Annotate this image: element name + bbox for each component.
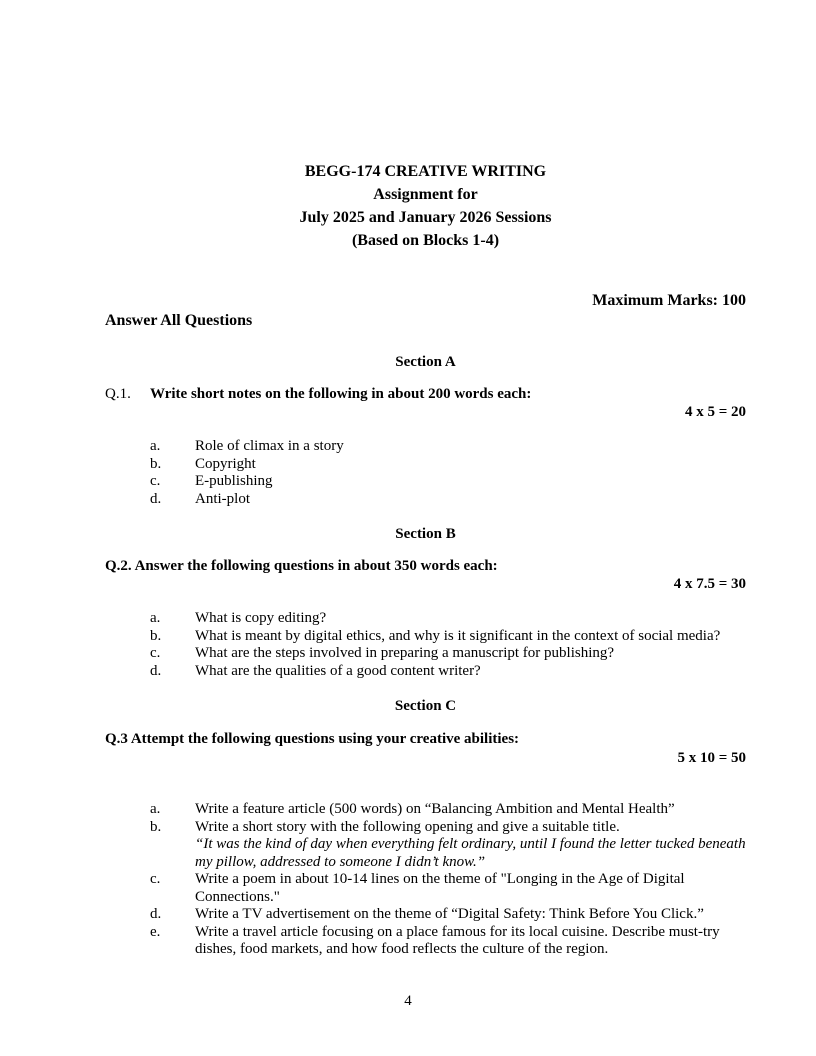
item-letter: a. bbox=[150, 610, 161, 626]
item-letter: a. bbox=[150, 801, 161, 817]
list-item bbox=[150, 906, 746, 924]
item-text: Write a poem in about 10-14 lines on the theme of "Longing in the Age of Digital Connections." bbox=[195, 871, 685, 905]
list-item bbox=[150, 663, 746, 681]
question-2-list bbox=[150, 610, 746, 680]
item-letter: b. bbox=[150, 627, 162, 644]
section-a-heading: Section A bbox=[395, 354, 456, 370]
item-text: Role of climax in a story bbox=[195, 438, 344, 454]
item-letter: d. bbox=[150, 662, 162, 679]
story-opening-quote: “It was the kind of day when everything felt ordinary, until I found the letter tucked beneath my pillow, addressed to someone I didn’t know.” bbox=[195, 836, 746, 870]
list-item bbox=[150, 610, 746, 628]
question-1-text: Write short notes on the following in about 200 words each: bbox=[150, 386, 532, 402]
title-line-course: BEGG-174 CREATIVE WRITING bbox=[304, 163, 547, 180]
item-letter: b. bbox=[150, 455, 162, 472]
section-b-heading: Section B bbox=[395, 526, 456, 542]
list-item bbox=[150, 819, 746, 872]
item-text: Write a TV advertisement on the theme of “Digital Safety: Think Before You Click.” bbox=[195, 906, 704, 922]
list-item bbox=[150, 456, 746, 474]
question-1-marks: 4 x 5 = 20 bbox=[684, 403, 746, 420]
item-letter: c. bbox=[150, 645, 161, 661]
question-2-marks: 4 x 7.5 = 30 bbox=[673, 575, 746, 592]
list-item bbox=[150, 645, 746, 663]
item-text: Write a travel article focusing on a place famous for its local cuisine. Describe must-try dishes, food markets, and how food reflects the culture of the region. bbox=[195, 923, 720, 957]
item-text-main: Write a short story with the following opening and give a suitable title. bbox=[195, 818, 620, 835]
item-letter: e. bbox=[150, 923, 161, 940]
item-text: Write a feature article (500 words) on “Balancing Ambition and Mental Health” bbox=[195, 801, 675, 817]
item-text: What is meant by digital ethics, and why is it significant in the context of social media? bbox=[195, 627, 721, 644]
title-line-assignment: Assignment for bbox=[373, 186, 478, 203]
item-text: Copyright bbox=[195, 455, 256, 472]
item-letter: c. bbox=[150, 871, 161, 887]
list-item bbox=[150, 801, 746, 819]
item-text: What is copy editing? bbox=[195, 610, 327, 626]
answer-all-questions: Answer All Questions bbox=[105, 312, 253, 329]
page-number: 4 bbox=[404, 993, 412, 1009]
question-1-list bbox=[150, 438, 746, 508]
list-item bbox=[150, 473, 746, 491]
section-c-heading: Section C bbox=[394, 698, 457, 714]
item-letter: d. bbox=[150, 490, 162, 507]
item-letter: a. bbox=[150, 438, 161, 454]
item-text: What are the steps involved in preparing a manuscript for publishing? bbox=[195, 645, 615, 661]
title-line-blocks: (Based on Blocks 1-4) bbox=[351, 232, 500, 249]
question-3-marks: 5 x 10 = 50 bbox=[677, 749, 746, 766]
list-item bbox=[150, 871, 746, 906]
question-2-text: Q.2. Answer the following questions in about 350 words each: bbox=[105, 558, 498, 574]
question-3-list bbox=[150, 801, 746, 959]
item-text bbox=[195, 819, 746, 872]
item-letter: b. bbox=[150, 818, 162, 835]
question-1 bbox=[105, 386, 746, 404]
list-item bbox=[150, 491, 746, 509]
item-text: E-publishing bbox=[195, 473, 273, 489]
list-item bbox=[150, 924, 746, 959]
maximum-marks: Maximum Marks: 100 bbox=[592, 292, 746, 309]
item-text: What are the qualities of a good content writer? bbox=[195, 662, 481, 679]
list-item bbox=[150, 628, 746, 646]
title-line-sessions: July 2025 and January 2026 Sessions bbox=[299, 209, 552, 226]
list-item bbox=[150, 438, 746, 456]
question-1-label: Q.1. bbox=[105, 386, 131, 402]
item-letter: d. bbox=[150, 906, 162, 922]
item-text: Anti-plot bbox=[195, 490, 250, 507]
document-title bbox=[105, 160, 746, 252]
question-3-text: Q.3 Attempt the following questions using your creative abilities: bbox=[105, 731, 520, 747]
item-letter: c. bbox=[150, 473, 161, 489]
